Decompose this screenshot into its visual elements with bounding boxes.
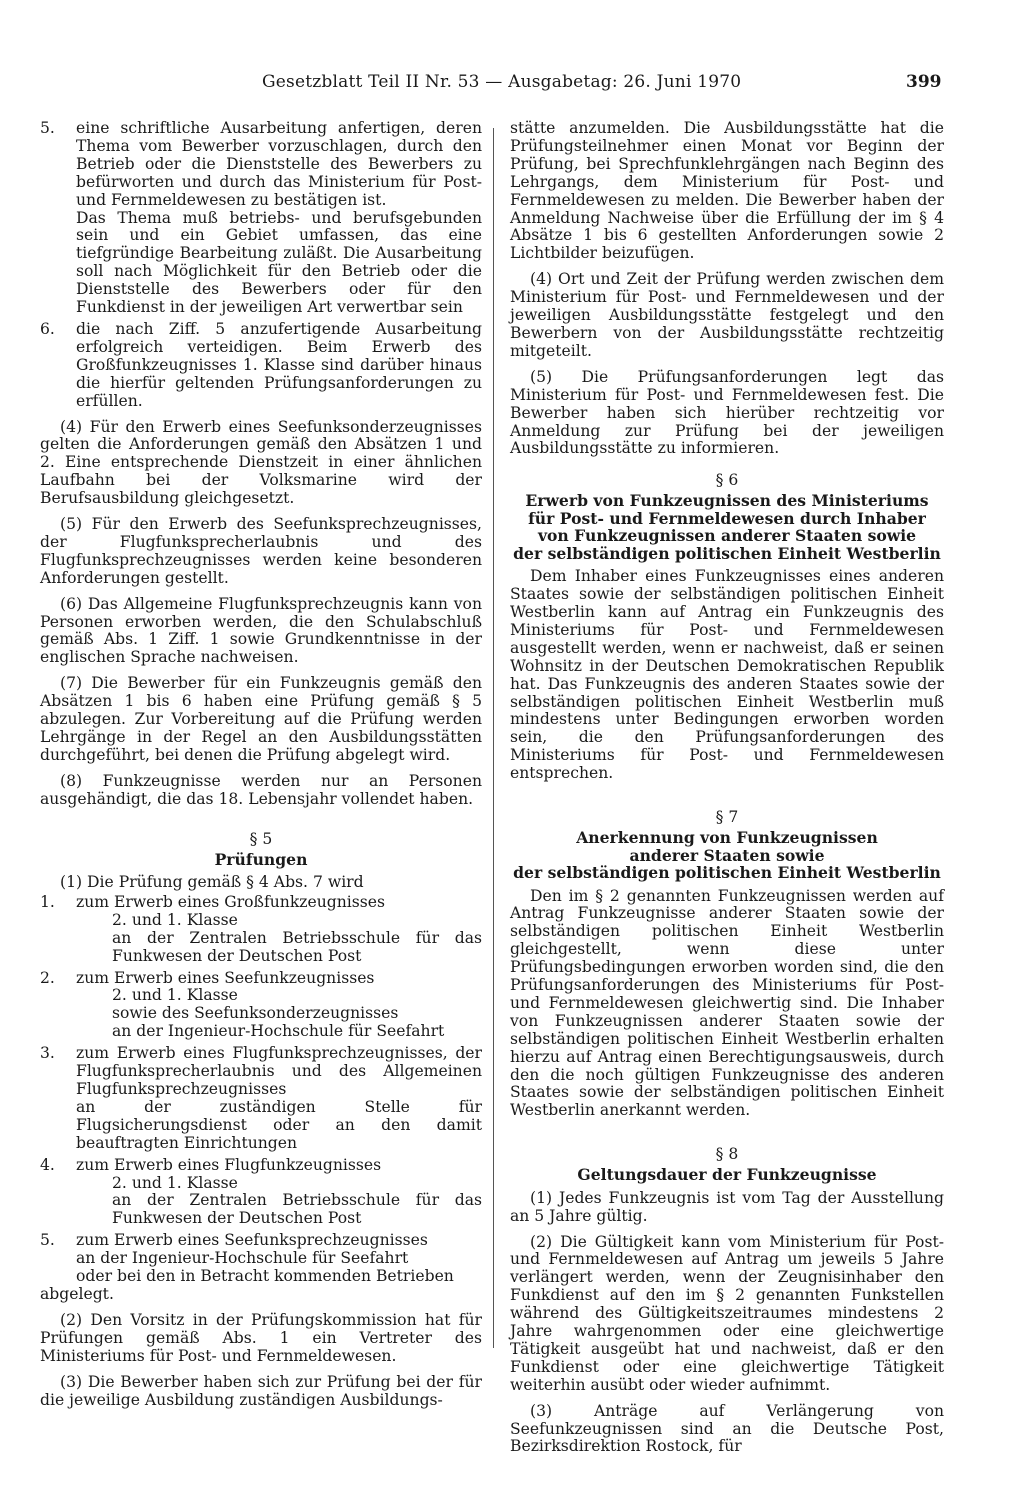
item-number: 5.: [40, 119, 55, 137]
paragraph: (4) Ort und Zeit der Prüfung werden zwischen dem Ministerium für Post- und Fernmeldewesen und der jeweiligen Ausbildungsstätte festgelegt und den Bewerbern von der Ausbildungsstätte rechtzeitig mitgeteilt.: [510, 270, 944, 360]
item-text: an der Zentralen Betriebsschule für das Funkwesen der Deutschen Post: [112, 928, 482, 965]
item-text: oder bei den in Betracht kommenden Betrieben: [76, 1267, 454, 1286]
section-heading: [510, 829, 944, 882]
paragraph: (5) Für den Erwerb des Seefunksprechzeugnisses, der Flugfunksprecherlaubnis und des Flugfunksprechzeugnisses werden keine besonderen Anforderungen gestellt.: [40, 515, 482, 587]
item-number: 6.: [40, 319, 55, 338]
item-text: 2. und 1. Klasse: [112, 1173, 238, 1192]
list-item: [40, 1045, 482, 1152]
left-column: [40, 120, 482, 1417]
paragraph: (5) Die Prüfungsanforderungen legt das Ministerium für Post- und Fernmeldewesen fest. Die Bewerber haben sich hierüber rechtzeitig vor Anmeldung zur Prüfung bei der jeweiligen Ausbildungsstätte zu informieren.: [510, 367, 944, 458]
paragraph: (1) Die Prüfung gemäß § 4 Abs. 7 wird: [60, 873, 364, 892]
item-text: an der zuständigen Stelle für Flugsicherungsdienst oder an den damit beauftragten Einrichtungen: [76, 1097, 482, 1152]
item-text: 2. und 1. Klasse: [112, 986, 238, 1005]
list-item: [40, 1157, 482, 1229]
heading-line: der selbständigen politischen Einheit Westberlin: [513, 863, 941, 882]
paragraph: (7) Die Bewerber für ein Funkzeugnis gemäß den Absätzen 1 bis 6 haben eine Prüfung gemäß § 5 abzulegen. Zur Vorbereitung auf die Prüfung werden Lehrgänge in der Regel an den Ausbildungsstätten durchgeführt, bei denen die Prüfung abgelegt wird.: [40, 674, 482, 764]
paragraph: (6) Das Allgemeine Flugfunksprechzeugnis kann von Personen erworben werden, die den Schulabschluß gemäß Abs. 1 Ziff. 1 sowie Grundkenntnisse in der englischen Sprache nachweisen.: [40, 594, 482, 667]
paragraph: (3) Die Bewerber haben sich zur Prüfung bei der für die jeweilige Ausbildung zuständigen Ausbildungs-: [40, 1372, 482, 1409]
paragraph: (2) Den Vorsitz in der Prüfungskommission hat für Prüfungen gemäß Abs. 1 ein Vertreter des Ministeriums für Post- und Fernmeldewesen.: [40, 1310, 482, 1365]
item-text: zum Erwerb eines Flugfunkzeugnisses: [76, 1155, 382, 1174]
list-item: [40, 321, 482, 411]
section-number: § 7: [715, 808, 739, 827]
item-text: 2. und 1. Klasse: [112, 910, 238, 929]
item-text: an der Ingenieur-Hochschule für Seefahrt: [112, 1022, 445, 1041]
item-text: zum Erwerb eines Seefunksprechzeugnisses: [76, 1231, 428, 1250]
item-text: zum Erwerb eines Flugfunksprechzeugnisses, der Flugfunksprecherlaubnis und des Allgemeinen Flugfunksprechzeugnisses: [76, 1044, 482, 1098]
paragraph: (8) Funkzeugnisse werden nur an Personen ausgehändigt, die das 18. Lebensjahr vollendet haben.: [40, 771, 482, 808]
paragraph: abgelegt.: [40, 1284, 114, 1303]
list-item: [40, 894, 482, 966]
heading-line: von Funkzeugnissen anderer Staaten sowie: [537, 526, 917, 546]
paragraph: (4) Für den Erwerb eines Seefunksonderzeugnisses gelten die Anforderungen gemäß den Absätzen 1 und 2. Eine entsprechende Dienstzeit in einer ähnlichen Laufbahn bei der Volksmarine wird der Berufsausbildung gleichgesetzt.: [40, 417, 482, 508]
paragraph: stätte anzumelden. Die Ausbildungsstätte hat die Prüfungsteilnehmer einen Monat vor Beginn der Prüfung, bei Sprechfunklehrgängen nach Beginn des Lehrgangs, dem Ministerium für Post- und Fernmeldewesen zu melden. Die Bewerber haben der Anmeldung Nachweise über die Erfüllung der im § 4 Absätze 1 bis 6 gestellten Anforderungen sowie 2 Lichtbilder beizufügen.: [510, 119, 944, 263]
section-heading: [510, 492, 944, 562]
paragraph: (3) Anträge auf Verlängerung von Seefunkzeugnissen sind an die Deutsche Post, Bezirksdirektion Rostock, für: [510, 1401, 944, 1456]
item-text: eine schriftliche Ausarbeitung anfertigen, deren Thema vom Bewerber vorzuschlagen, durch den Betrieb oder die Dienststelle des Bewerbers zu befürworten und durch das Ministerium für Post- und Fernmeldewesen zu bestätigen ist.: [76, 119, 482, 209]
item-number: 5.: [40, 1231, 55, 1250]
section-number: § 5: [249, 829, 273, 848]
item-number: 3.: [40, 1044, 55, 1063]
heading-line: anderer Staaten sowie: [629, 845, 825, 865]
list-item: [40, 1232, 482, 1286]
item-number: 4.: [40, 1155, 55, 1174]
page-number: 399: [906, 72, 942, 92]
item-text: zum Erwerb eines Seefunkzeugnisses: [76, 968, 375, 987]
gazette-title: Gesetzblatt Teil II Nr. 53 — Ausgabetag: 26. Juni 1970: [262, 72, 742, 92]
item-text: an der Ingenieur-Hochschule für Seefahrt: [76, 1249, 409, 1268]
item-text: an der Zentralen Betriebsschule für das Funkwesen der Deutschen Post: [112, 1191, 482, 1228]
paragraph: (1) Jedes Funkzeugnis ist vom Tag der Ausstellung an 5 Jahre gültig.: [510, 1188, 944, 1225]
paragraph: Dem Inhaber eines Funkzeugnisses eines anderen Staates sowie der selbständigen politischen Einheit Westberlin kann auf Antrag ein Funkzeugnis des Ministeriums für Post- und Fernmeldewesen ausgestellt werden, wenn er nachweist, daß er seinen Wohnsitz in der Deutschen Demokratischen Republik hat. Das Funkzeugnis des anderen Staates sowie der selbständigen politischen Einheit Westberlin muß mindestens unter Bedingungen erworben worden sein, die den Prüfungsanforderungen des Ministeriums für Post- und Fernmeldewesen entsprechen.: [510, 567, 944, 783]
list-item: [40, 970, 482, 1042]
section-number: § 8: [715, 1145, 739, 1164]
paragraph: Den im § 2 genannten Funkzeugnissen werden auf Antrag Funkzeugnisse anderer Staaten sowie der selbständigen politischen Einheit Westberlin gleichgestellt, wenn diese unter Prüfungsbedingungen erworben worden sind, die den Prüfungsanforderungen des Ministeriums für Post- und Fernmeldewesen gleichwertig sind. Die Inhaber von Funkzeugnissen anderer Staaten sowie der selbständigen politischen Einheit Westberlin erhalten hierzu auf Antrag einen Berechtigungsausweis, durch den die noch gültigen Funkzeugnisse des anderen Staates sowie der selbständigen politischen Einheit Westberlin anerkannt werden.: [510, 886, 944, 1120]
heading-line: Anerkennung von Funkzeugnissen: [576, 828, 878, 847]
list-item: [40, 120, 482, 317]
column-divider: [493, 128, 494, 1348]
section-heading: Geltungsdauer der Funkzeugnisse: [577, 1165, 877, 1185]
heading-line: der selbständigen politischen Einheit Westberlin: [513, 543, 941, 563]
item-text: Das Thema muß betriebs- und berufsgebunden sein und ein Gebiet umfassen, das eine tiefgründige Bearbeitung zuläßt. Die Ausarbeitung soll nach Möglichkeit für den Betrieb oder die Dienststelle des Bewerbers oder für den Funkdienst in der jeweiligen Art verwertbar sein: [76, 208, 482, 317]
heading-line: für Post- und Fernmeldewesen durch Inhaber: [528, 508, 926, 528]
section-heading: Prüfungen: [214, 849, 308, 869]
heading-line: Erwerb von Funkzeugnissen des Ministeriums: [525, 491, 929, 511]
right-column: [510, 120, 944, 1464]
item-text: zum Erwerb eines Großfunkzeugnisses: [76, 892, 386, 911]
item-number: 2.: [40, 968, 55, 987]
item-number: 1.: [40, 892, 55, 911]
paragraph: (2) Die Gültigkeit kann vom Ministerium für Post- und Fernmeldewesen auf Antrag um jeweils 5 Jahre verlängert werden, wenn der Zeugnisinhaber den Funkdienst auf den im § 2 genannten Funkstellen während des Gültigkeitszeitraumes mindestens 2 Jahre wahrgenommen oder eine gleichwertige Tätigkeit ausgeübt hat und nachweist, daß er den Funkdienst oder eine gleichwertige Tätigkeit weiterhin ausübt oder wieder aufnimmt.: [510, 1232, 944, 1394]
item-text: sowie des Seefunksonderzeugnisses: [112, 1004, 399, 1023]
item-text: die nach Ziff. 5 anzufertigende Ausarbeitung erfolgreich verteidigen. Beim Erwerb des Großfunkzeugnisses 1. Klasse sind darüber hinaus die hierfür geltenden Prüfungsanforderungen zu erfüllen.: [76, 319, 482, 410]
section-number: § 6: [715, 471, 739, 490]
